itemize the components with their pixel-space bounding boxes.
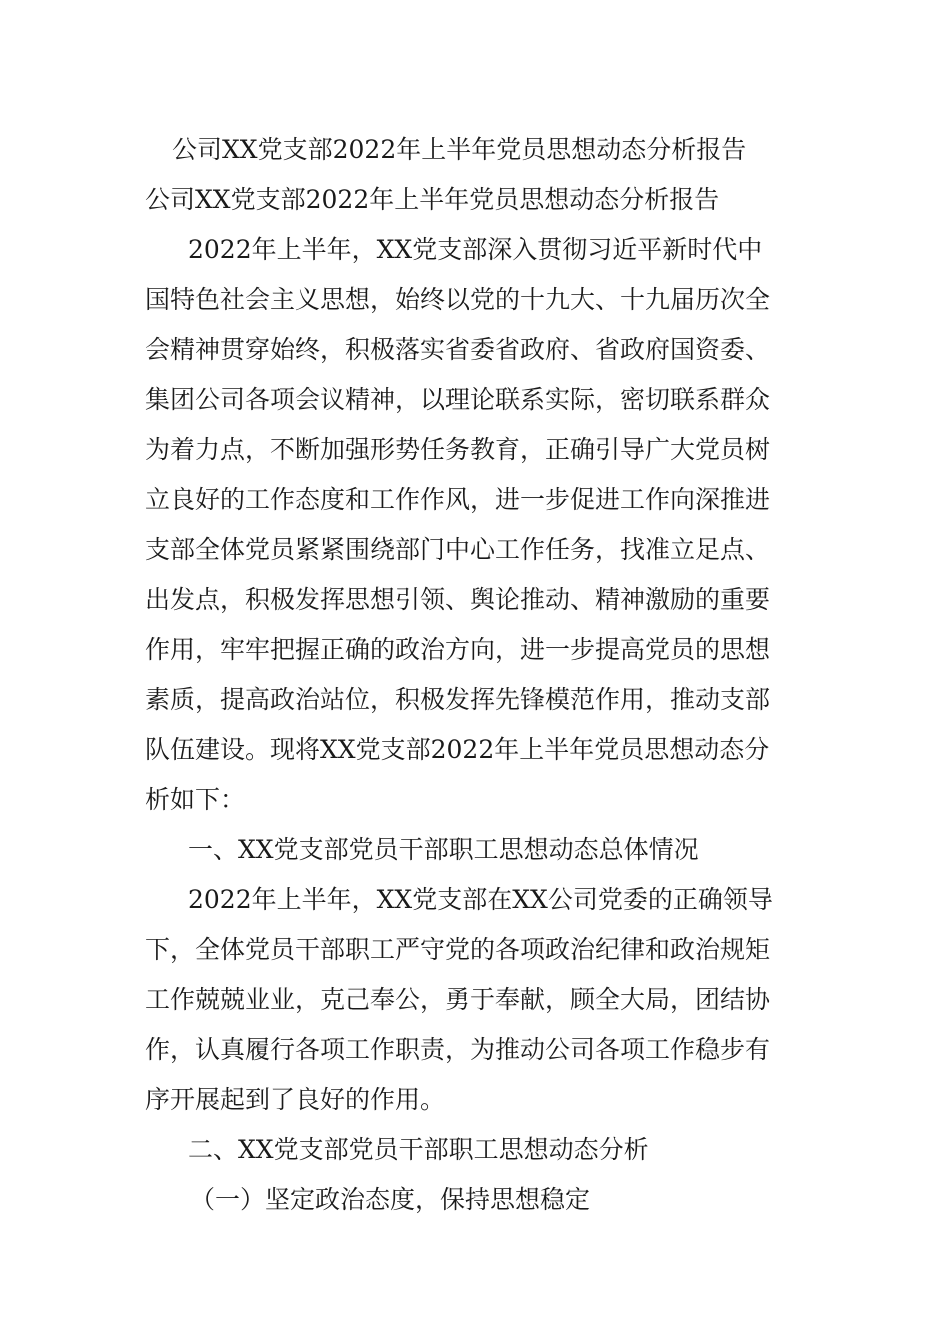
paragraph-line: 集团公司各项会议精神，以理论联系实际，密切联系群众 [145, 385, 771, 414]
paragraph-line: 队伍建设。现将XX党支部2022年上半年党员思想动态分 [145, 735, 770, 764]
section-heading-2: 二、XX党支部党员干部职工思想动态分析 [188, 1135, 649, 1164]
section-heading-1: 一、XX党支部党员干部职工思想动态总体情况 [188, 835, 699, 864]
paragraph-line: 国特色社会主义思想，始终以党的十九大、十九届历次全 [145, 285, 771, 314]
paragraph-line: 2022年上半年，XX党支部在XX公司党委的正确领导 [188, 885, 773, 914]
paragraph-line: 下，全体党员干部职工严守党的各项政治纪律和政治规矩 [145, 935, 771, 964]
paragraph-line: 为着力点，不断加强形势任务教育，正确引导广大党员树 [145, 435, 771, 464]
paragraph-line: 作用，牢牢把握正确的政治方向，进一步提高党员的思想 [145, 635, 771, 664]
paragraph-line: 出发点，积极发挥思想引领、舆论推动、精神激励的重要 [145, 585, 771, 614]
paragraph-line: 支部全体党员紧紧围绕部门中心工作任务，找准立足点、 [145, 535, 771, 564]
paragraph-line: 作，认真履行各项工作职责，为推动公司各项工作稳步有 [145, 1035, 771, 1064]
paragraph-line: 立良好的工作态度和工作作风，进一步促进工作向深推进 [145, 485, 771, 514]
document-title: 公司XX党支部2022年上半年党员思想动态分析报告 [172, 135, 747, 164]
subsection-heading-1: （一）坚定政治态度，保持思想稳定 [190, 1185, 591, 1214]
paragraph-line: 析如下： [145, 785, 246, 814]
document-title-repeat: 公司XX党支部2022年上半年党员思想动态分析报告 [145, 185, 720, 214]
paragraph-line: 2022年上半年，XX党支部深入贯彻习近平新时代中 [188, 235, 763, 264]
paragraph-line: 工作兢兢业业，克己奉公，勇于奉献，顾全大局，团结协 [145, 985, 771, 1014]
paragraph-line: 会精神贯穿始终，积极落实省委省政府、省政府国资委、 [145, 335, 771, 364]
paragraph-line: 素质，提高政治站位，积极发挥先锋模范作用，推动支部 [145, 685, 771, 714]
paragraph-line: 序开展起到了良好的作用。 [145, 1085, 446, 1114]
